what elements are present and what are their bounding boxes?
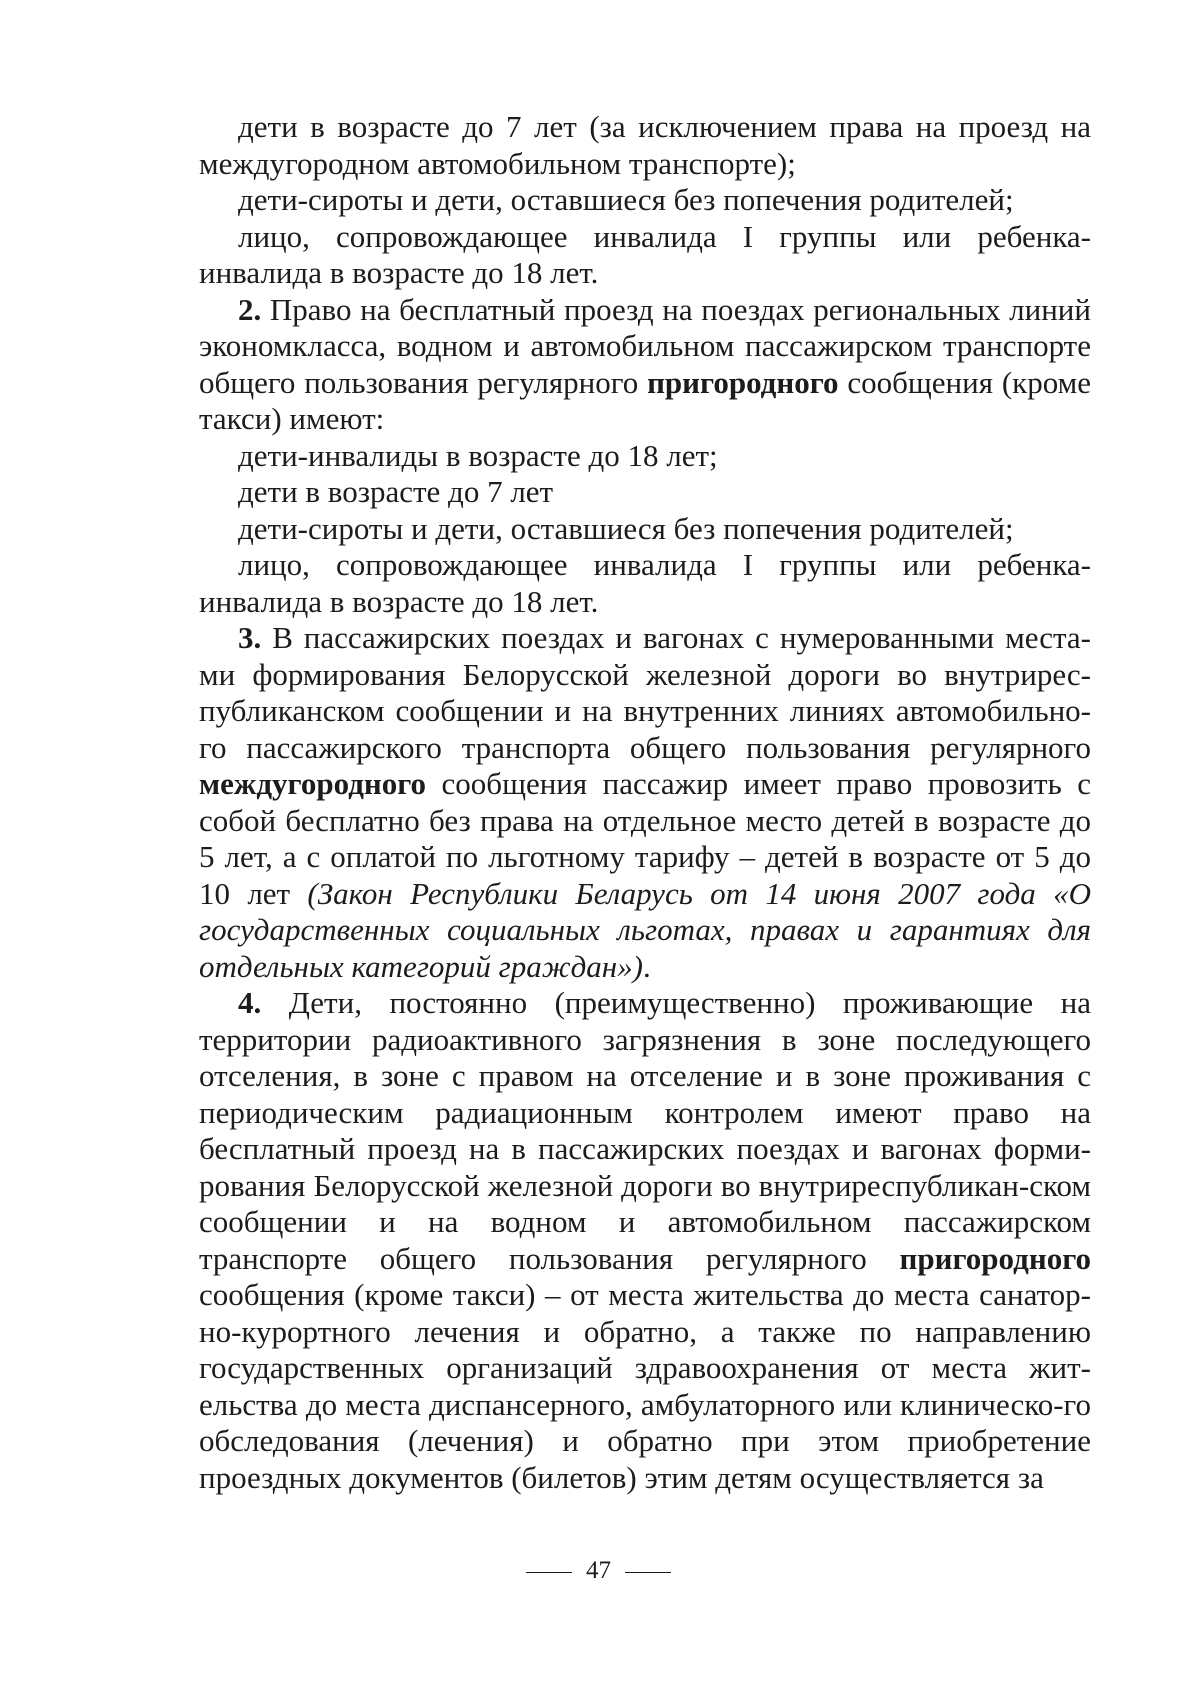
paragraph (199, 511, 1091, 548)
body-text (199, 109, 1091, 1496)
paragraph-text: дети-сироты и дети, оставшиеся без попечения родителей; (238, 510, 1014, 546)
footer-rule-left (526, 1572, 572, 1573)
bold-term: междугородного (199, 766, 427, 801)
paragraph-text: дети-инвалиды в возрасте до 18 лет; (238, 437, 718, 473)
law-citation: (Закон Республики Беларусь от 14 июня 2007 года «О государственных социальных льготах, правах и гарантиях для отдельных категорий граждан») (199, 875, 1091, 984)
paragraph-text: дети-сироты и дети, оставшиеся без попечения родителей; (238, 182, 1014, 217)
paragraph-item-2 (199, 292, 1091, 438)
paragraph-text: Право на бесплатный проезд на поездах региональных линий экономкласса, водном и автомобильном пассажирском транспорте общего пользования регулярного (199, 291, 1091, 400)
paragraph-item-3 (199, 620, 1091, 985)
bold-term: пригородного (647, 364, 839, 400)
page-number: 47 (586, 1557, 611, 1584)
paragraph-text: лицо, сопровождающее инвалида I группы или ребенка-инвалида в возрасте до 18 лет. (199, 547, 1091, 619)
paragraph-text: лицо, сопровождающее инвалида I группы или ребенка-инвалида в возрасте до 18 лет. (199, 218, 1091, 290)
paragraph-item-4 (199, 985, 1091, 1496)
paragraph-text: сообщения (кроме такси) имеют: (199, 364, 1092, 436)
paragraph (199, 438, 1091, 475)
item-number: 2. (238, 291, 262, 327)
paragraph-text: В пассажирских поездах и вагонах с нумерованными места-ми формирования Белорусской железной дороги во внутрирес-публиканском сообщении и на внутренних линиях автомобильно-го пассажирского транспорта общего пользования регулярного (199, 620, 1091, 765)
paragraph-text: сообщения (кроме такси) – от места жительства до места санатор-но-курортного лечения и обратно, а также по направлению государственных организаций здравоохранения от места жит-ельства до места диспансерного, амбулаторного или клиническо-го обследования (лечения) и обратно при этом приобретение проездных документов (билетов) этим детям осуществляется за (199, 1277, 1091, 1495)
paragraph-text: дети в возрасте до 7 лет (238, 474, 554, 509)
paragraph (199, 182, 1091, 219)
paragraph (199, 219, 1091, 292)
paragraph-text: сообщения пассажир имеет право провозить с собой бесплатно без права на отдельное место детей в возрасте до 5 лет, а с оплатой по льготному тарифу – детей в возрасте от 5 до 10 лет (199, 766, 1091, 911)
footer-rule-right (625, 1572, 671, 1573)
paragraph (199, 547, 1091, 620)
item-number: 3. (238, 620, 262, 655)
paragraph (199, 109, 1091, 182)
item-number: 4. (238, 985, 262, 1020)
bold-term: пригородного (899, 1240, 1091, 1276)
paragraph (199, 474, 1091, 511)
paragraph-text: Дети, постоянно (преимущественно) проживающие на территории радиоактивного загрязнения в зоне последующего отселения, в зоне с правом на отселение и в зоне проживания с периодическим радиационным контролем имеют право на бесплатный проезд на в пассажирских поездах и вагонах форми-рования Белорусской железной дороги во внутриреспубликан-ском сообщении и на водном и автомобильном пассажирском транспорте общего пользования регулярного (199, 985, 1091, 1276)
paragraph-text: дети в возрасте до 7 лет (за исключением права на проезд на междугородном автомобильном транспорте); (199, 109, 1091, 181)
paragraph-text: . (642, 948, 651, 984)
page-footer (0, 1557, 1197, 1585)
